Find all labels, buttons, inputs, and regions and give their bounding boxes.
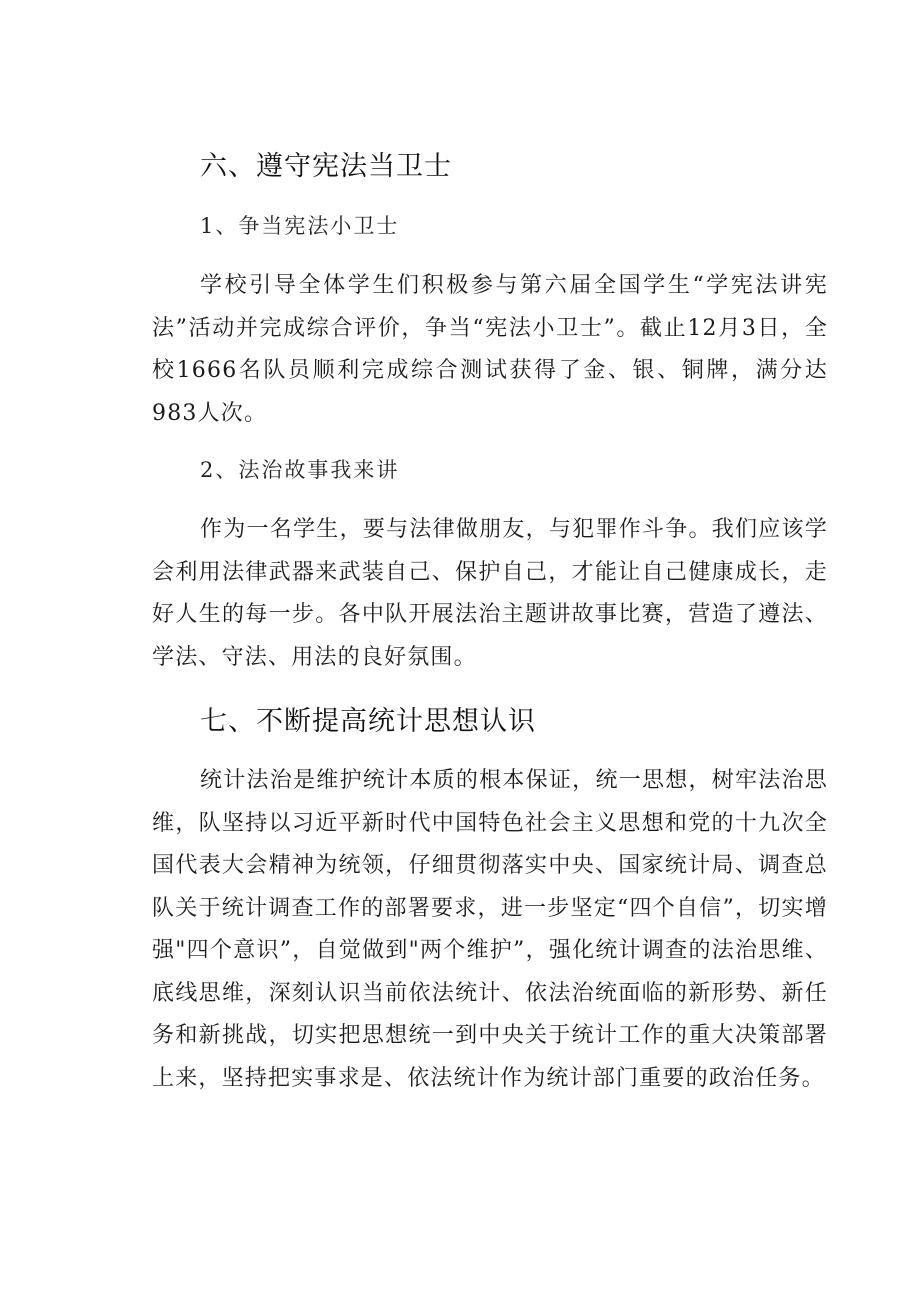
paragraph-7: 统计法治是维护统计本质的根本保证，统一思想，树牢法治思维，队坚持以习近平新时代中国特色社会主义思想和党的十九次全国代表大会精神为统领，仔细贯彻落实中央、国家统计局、调查总队关于统计调查工作的部署要求，进一步坚定“四个自信”，切实增强"四个意识”，自觉做到"两个维护”，强化统计调查的法治思维、底线思维，深刻认识当前依法统计、依法治统面临的新形势、新任务和新挑战，切实把思想统一到中央关于统计工作的重大决策部署上来，坚持把实事求是、依法统计作为统计部门重要的政治任务。 <box>152 768 828 1091</box>
section-heading-7: 七、不断提高统计思想认识 <box>200 706 536 737</box>
subsection-title-6-2: 2、法治故事我来讲 <box>200 458 400 482</box>
section-heading-6: 六、遵守宪法当卫士 <box>200 151 452 182</box>
paragraph-6-2: 作为一名学生，要与法律做朋友，与犯罪作斗争。我们应该学会利用法律武器来武装自己、保护自己，才能让自己健康成长，走好人生的每一步。各中队开展法治主题讲故事比赛，营造了遵法、学法、守法、用法的良好氛围。 <box>152 517 828 670</box>
subsection-title-6-1: 1、争当宪法小卫士 <box>200 214 400 238</box>
paragraph-6-1: 学校引导全体学生们积极参与第六届全国学生“学宪法讲宪法”活动并完成综合评价，争当“宪法小卫士”。截止12月3日，全校1666名队员顺利完成综合测试获得了金、银、铜牌，满分达983人次。 <box>152 273 828 426</box>
